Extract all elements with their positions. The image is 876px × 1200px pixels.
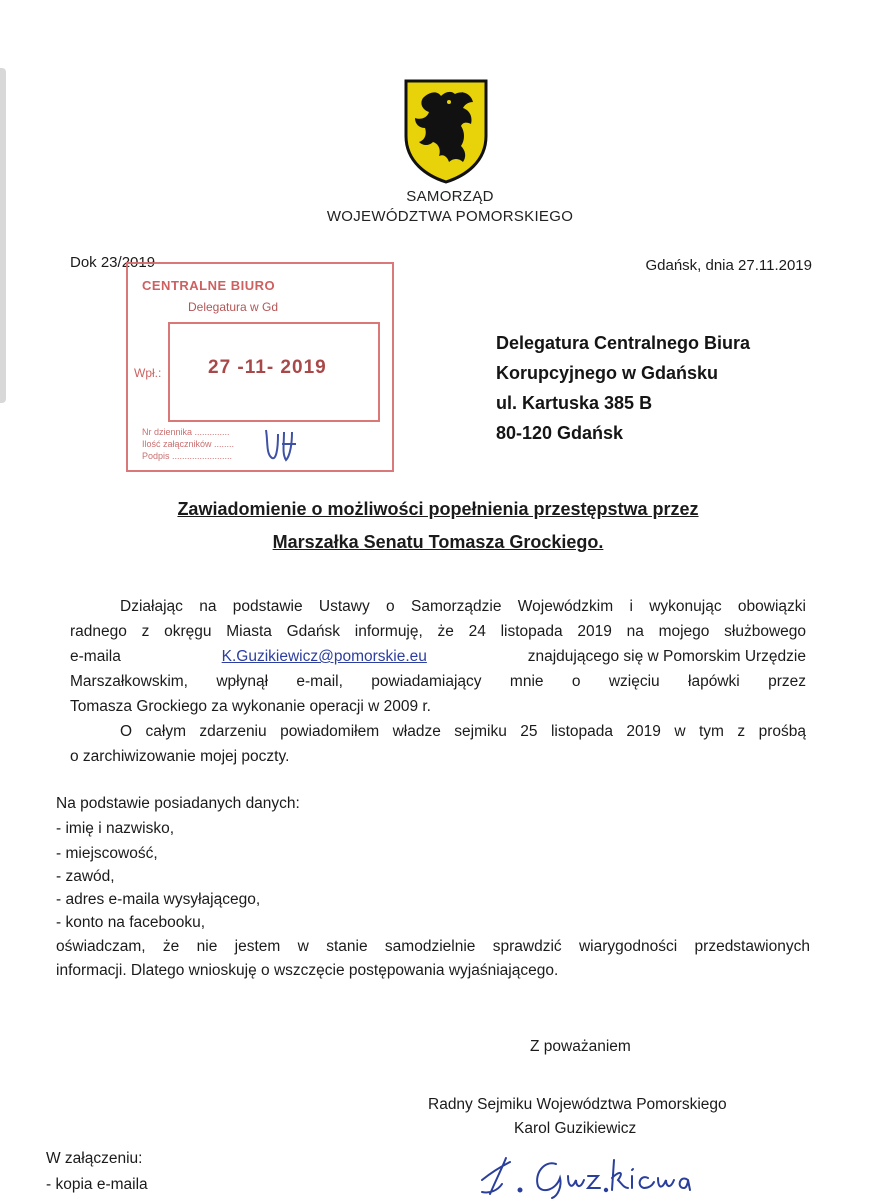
closing-greeting: Z poważaniem bbox=[530, 1038, 631, 1055]
stamp-initials-icon bbox=[262, 426, 322, 466]
list-item: - imię i nazwisko, bbox=[56, 820, 174, 837]
body-paragraph-line-email bbox=[70, 648, 806, 666]
recipient-line3: ul. Kartuska 385 B bbox=[496, 393, 653, 413]
organization-name-line2: WOJEWÓDZTWA POMORSKIEGO bbox=[326, 208, 574, 225]
recipient-line4: 80-120 Gdańsk bbox=[496, 423, 624, 443]
letter-title-line2: Marszałka Senatu Tomasza Grockiego. bbox=[272, 532, 604, 552]
body-paragraph-line: informacji. Dlatego wnioskuję o wszczęcie postępowania wyjaśniającego. bbox=[56, 962, 559, 979]
list-intro: Na podstawie posiadanych danych: bbox=[56, 795, 300, 812]
page-edge-scrollbar bbox=[0, 68, 6, 403]
email-prefix: e-maila bbox=[70, 648, 121, 665]
stamp-subtitle: Delegatura w Gd bbox=[188, 300, 279, 314]
coat-of-arms-icon bbox=[403, 78, 489, 184]
recipient-line2: Korupcyjnego w Gdańsku bbox=[496, 363, 719, 383]
body-paragraph-line: Działając na podstawie Ustawy o Samorządzie Wojewódzkim i wykonując obowiązki bbox=[120, 598, 806, 615]
body-paragraph-line: Tomasza Grockiego za wykonanie operacji w 2009 r. bbox=[70, 698, 431, 715]
attachment-item: - kopia e-maila bbox=[46, 1176, 148, 1193]
body-paragraph-line: Marszałkowskim, wpłynął e-mail, powiadamiający mnie o wzięciu łapówki przez bbox=[70, 673, 806, 690]
received-stamp bbox=[126, 262, 394, 472]
document-number: Dok 23/2019 bbox=[70, 254, 156, 271]
stamp-fields bbox=[142, 426, 234, 462]
list-item: - konto na facebooku, bbox=[56, 914, 206, 931]
place-and-date: Gdańsk, dnia 27.11.2019 bbox=[645, 257, 812, 274]
stamp-field-line: Podpis ........................ bbox=[142, 451, 233, 461]
list-item: - zawód, bbox=[56, 868, 115, 885]
stamp-title: CENTRALNE BIURO bbox=[142, 278, 276, 293]
email-suffix: znajdującego się w Pomorskim Urzędzie bbox=[527, 648, 806, 665]
signer-name: Karol Guzikiewicz bbox=[514, 1120, 637, 1137]
handwritten-signature bbox=[472, 1150, 692, 1200]
stamp-field-line: Nr dziennika .............. bbox=[142, 427, 230, 437]
body-paragraph-line: o zarchiwizowanie mojej poczty. bbox=[70, 748, 290, 765]
stamp-field-line: Ilość załączników ........ bbox=[142, 439, 235, 449]
recipient-line1: Delegatura Centralnego Biura bbox=[496, 333, 751, 353]
sender-email-link[interactable]: K.Guzikiewicz@pomorskie.eu bbox=[221, 648, 427, 665]
body-paragraph-line: oświadczam, że nie jestem w stanie samodzielnie sprawdzić wiarygodności przedstawionych bbox=[56, 938, 810, 955]
letter-title-line1: Zawiadomienie o możliwości popełnienia przestępstwa przez bbox=[177, 499, 699, 519]
organization-name-line1: SAMORZĄD bbox=[406, 188, 494, 205]
stamp-received-label: Wpł.: bbox=[134, 366, 162, 380]
signer-role: Radny Sejmiku Województwa Pomorskiego bbox=[428, 1096, 727, 1113]
list-item: - miejscowość, bbox=[56, 845, 158, 862]
stamp-date: 27 -11- 2019 bbox=[208, 357, 327, 378]
list-item: - adres e-maila wysyłającego, bbox=[56, 891, 261, 908]
body-paragraph-line: O całym zdarzeniu powiadomiłem władze sejmiku 25 listopada 2019 w tym z prośbą bbox=[120, 723, 806, 740]
body-paragraph-line: radnego z okręgu Miasta Gdańsk informuję, że 24 listopada 2019 na mojego służbowego bbox=[70, 623, 806, 640]
attachments-label: W załączeniu: bbox=[46, 1150, 143, 1167]
